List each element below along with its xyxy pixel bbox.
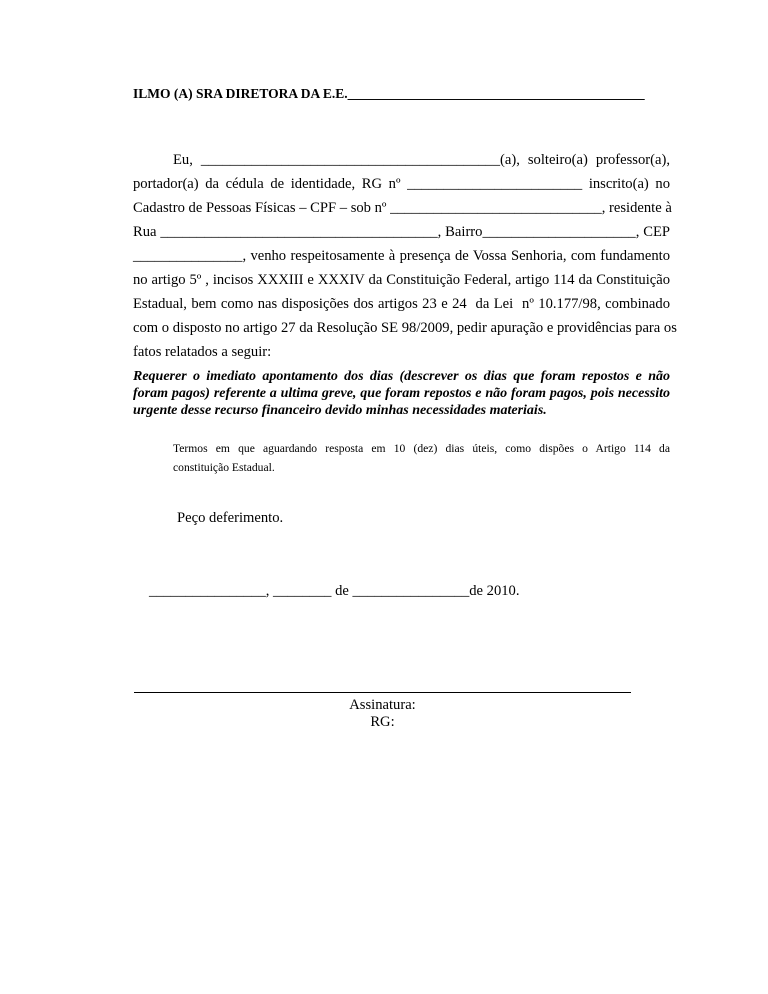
body-line-7: Estadual, bem como nas disposições dos artigos 23 e 24 da Lei nº 10.177/98, combinado [133,296,670,312]
request-paragraph: Requerer o imediato apontamento dos dias (descrever os dias que foram repostos e não foram pagos) referente a ultima greve, que foram repostos e não foram pagos, pois necessito urgente desse recurso financeiro devido minhas necessidades materiais. [133,369,670,418]
body-line-6: no artigo 5º , incisos XXXIII e XXXIV da Constituição Federal, artigo 114 da Constituição [133,272,670,288]
terms-line-1: Termos em que aguardando resposta em 10 (dez) dias úteis, como dispões o Artigo 114 da [173,442,670,455]
signature-line [134,692,631,693]
body-line-2: portador(a) da cédula de identidade, RG nº ________________________ inscrito(a) no [133,176,670,192]
addressee-heading: ILMO (A) SRA DIRETORA DA E.E.____________________________________________ [133,86,645,101]
closing-request: Peço deferimento. [177,510,284,526]
body-line-3: Cadastro de Pessoas Físicas – CPF – sob nº _____________________________, residente à [133,200,672,216]
rg-label: RG: [370,714,395,730]
body-line-5: _______________, venho respeitosamente à presença de Vossa Senhoria, com fundamento [133,248,670,264]
body-line-1: Eu, _________________________________________(a), solteiro(a) professor(a), [173,152,670,168]
body-line-8: com o disposto no artigo 27 da Resolução SE 98/2009, pedir apuração e providências para os [133,320,677,336]
terms-line-2: constituição Estadual. [173,461,275,474]
body-line-9: fatos relatados a seguir: [133,344,272,360]
body-line-4: Rua ______________________________________, Bairro_____________________, CEP [133,224,670,240]
signature-label: Assinatura: [349,697,416,713]
date-line: ________________, ________ de ________________de 2010. [149,583,520,599]
